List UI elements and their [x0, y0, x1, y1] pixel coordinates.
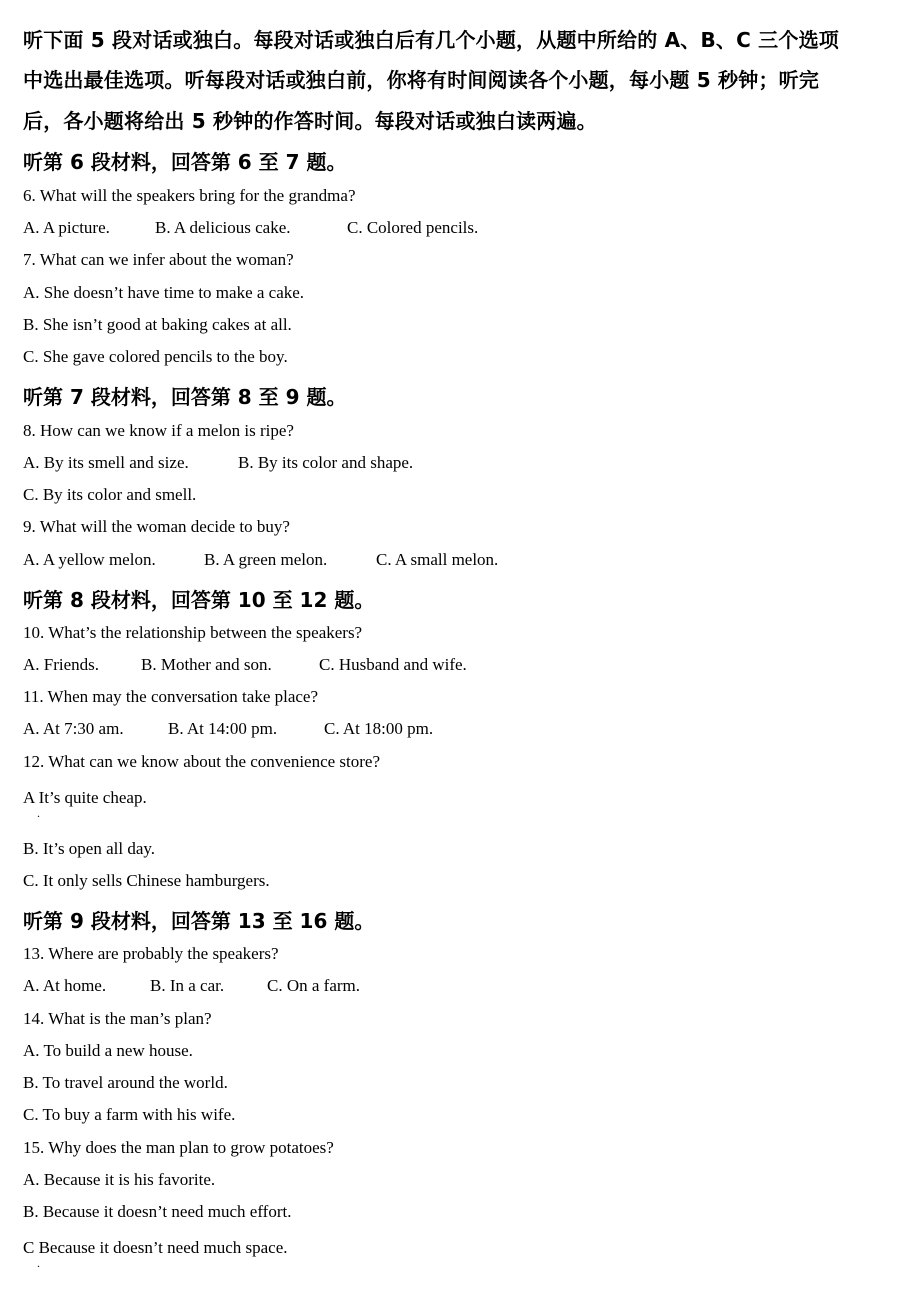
- section-heading-8: 听第 8 段材料，回答第 10 至 12 题。: [23, 588, 375, 612]
- question-12-stem: 12. What can we know about the convenience store?: [23, 752, 381, 771]
- q8-option-a: A. By its smell and size.: [23, 453, 189, 472]
- q7-option-b: B. She isn’t good at baking cakes at all.: [23, 315, 292, 334]
- q12-option-b: B. It’s open all day.: [23, 839, 156, 858]
- q15-option-b: B. Because it doesn’t need much effort.: [23, 1202, 292, 1221]
- q10-option-b: B. Mother and son.: [141, 655, 272, 674]
- q6-option-a: A. A picture.: [23, 218, 110, 237]
- q11-option-c: C. At 18:00 pm.: [324, 719, 434, 738]
- intro-line-2: 中选出最佳选项。听每段对话或独白前，你将有时间阅读各个小题，每小题 5 秒钟；听完: [23, 68, 820, 92]
- question-13-options: [23, 976, 360, 996]
- q9-option-a: A. A yellow melon.: [23, 550, 156, 569]
- q11-option-b: B. At 14:00 pm.: [168, 719, 278, 738]
- q14-option-b: B. To travel around the world.: [23, 1073, 228, 1092]
- q8-option-b: B. By its color and shape.: [238, 453, 414, 472]
- q13-option-a: A. At home.: [23, 976, 107, 995]
- section-heading-6: 听第 6 段材料，回答第 6 至 7 题。: [23, 150, 347, 174]
- q10-option-a: A. Friends.: [23, 655, 100, 674]
- stray-dot: .: [37, 806, 40, 820]
- q6-option-c: C. Colored pencils.: [347, 218, 479, 237]
- q14-option-c: C. To buy a farm with his wife.: [23, 1105, 236, 1124]
- question-6-stem: 6. What will the speakers bring for the grandma?: [23, 186, 356, 205]
- q8-option-c: C. By its color and smell.: [23, 485, 197, 504]
- q12-option-c: C. It only sells Chinese hamburgers.: [23, 871, 270, 890]
- q10-option-c: C. Husband and wife.: [319, 655, 467, 674]
- question-10-stem: 10. What’s the relationship between the speakers?: [23, 623, 363, 642]
- section-heading-9: 听第 9 段材料，回答第 13 至 16 题。: [23, 909, 375, 933]
- q11-option-a: A. At 7:30 am.: [23, 719, 124, 738]
- question-15-stem: 15. Why does the man plan to grow potatoes?: [23, 1138, 334, 1157]
- intro-line-3: 后，各小题将给出 5 秒钟的作答时间。每段对话或独白读两遍。: [23, 109, 597, 133]
- question-14-stem: 14. What is the man’s plan?: [23, 1009, 212, 1028]
- q9-option-b: B. A green melon.: [204, 550, 328, 569]
- q6-option-b: B. A delicious cake.: [155, 218, 291, 237]
- q7-option-c: C. She gave colored pencils to the boy.: [23, 347, 288, 366]
- q15-option-a: A. Because it is his favorite.: [23, 1170, 216, 1189]
- question-11-options: [23, 719, 433, 739]
- q14-option-a: A. To build a new house.: [23, 1041, 193, 1060]
- section-heading-7: 听第 7 段材料，回答第 8 至 9 题。: [23, 385, 347, 409]
- question-9-stem: 9. What will the woman decide to buy?: [23, 517, 290, 536]
- q9-option-c: C. A small melon.: [376, 550, 499, 569]
- question-6-options: [23, 218, 478, 238]
- q15-option-c: C Because it doesn’t need much space.: [23, 1238, 288, 1257]
- stray-dot-2: .: [37, 1256, 40, 1270]
- question-9-options: [23, 550, 498, 570]
- q12-option-a: A It’s quite cheap.: [23, 788, 147, 807]
- question-10-options: [23, 655, 467, 675]
- q13-option-b: B. In a car.: [150, 976, 225, 995]
- question-7-stem: 7. What can we infer about the woman?: [23, 250, 294, 269]
- q7-option-a: A. She doesn’t have time to make a cake.: [23, 283, 305, 302]
- question-11-stem: 11. When may the conversation take place?: [23, 687, 319, 706]
- question-13-stem: 13. Where are probably the speakers?: [23, 944, 279, 963]
- intro-line-1: 听下面 5 段对话或独白。每段对话或独白后有几个小题，从题中所给的 A、B、C 三个选项: [23, 28, 839, 52]
- question-8-options: [23, 453, 413, 473]
- q13-option-c: C. On a farm.: [267, 976, 361, 995]
- question-8-stem: 8. How can we know if a melon is ripe?: [23, 421, 294, 440]
